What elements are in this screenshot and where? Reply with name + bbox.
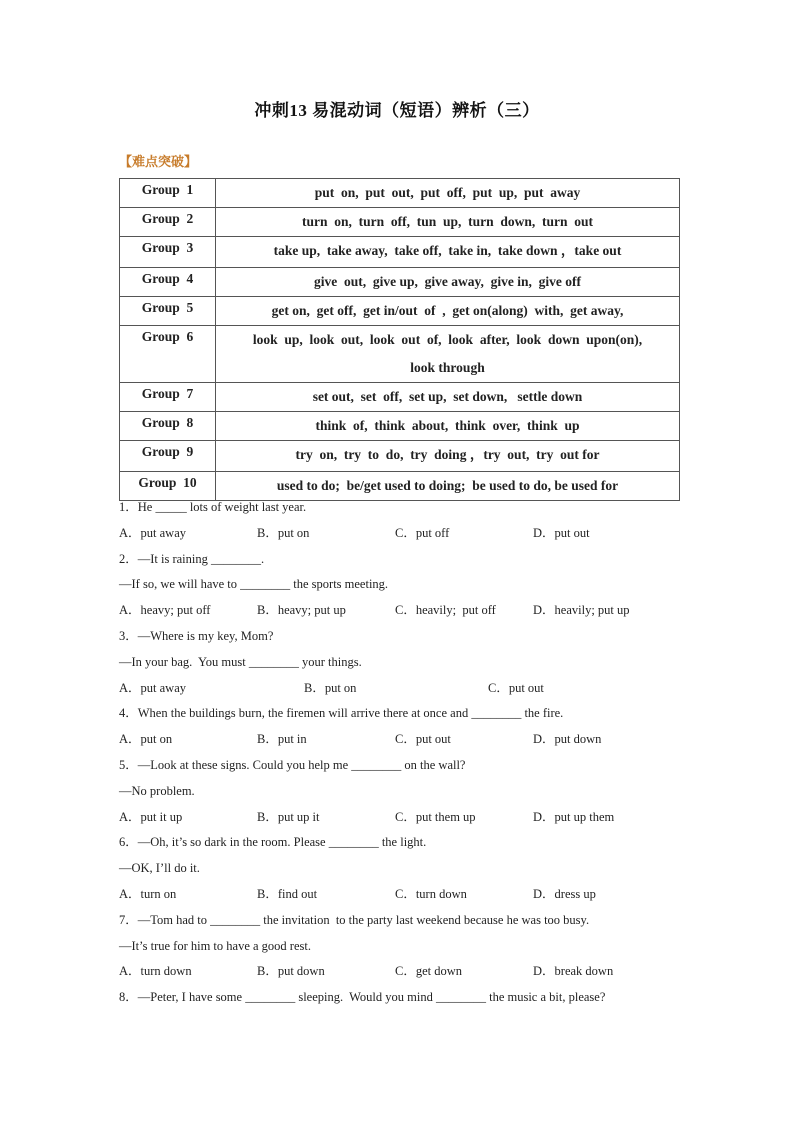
option-b[interactable]: B．put in [257,732,307,747]
group-name: Group 6 [120,326,216,383]
group-phrases-line: take up, take away, take off, take in, take down ，take out [273,243,622,258]
option-c[interactable]: C．put them up [395,809,476,824]
question-text: —If so, we will have to ________ the sports meeting. [119,577,389,592]
option-d[interactable]: D．break down [533,964,614,979]
question [119,830,719,907]
option-b[interactable]: B．put on [257,525,310,540]
option-a[interactable]: A．heavy; put off [119,603,211,618]
option-b[interactable]: B．put up it [257,809,320,824]
question-text: 4．When the buildings burn, the firemen will arrive there at once and ________ the fire. [119,706,564,721]
question-text: —OK, I’ll do it. [119,861,200,876]
question [119,624,719,701]
option-a[interactable]: A．put it up [119,809,183,824]
option-c[interactable]: C．put off [395,525,450,540]
question [119,753,719,830]
option-a[interactable]: A．put away [119,680,186,695]
group-name: Group 5 [120,297,216,326]
group-name: Group 1 [120,179,216,208]
option-d[interactable]: D．dress up [533,886,596,901]
group-phrases-line: give out, give up, give away, give in, give off [314,274,581,289]
question-text: 2．—It is raining ________. [119,551,265,566]
option-d[interactable]: D．put up them [533,809,615,824]
question-text: 1．He _____ lots of weight last year. [119,500,307,514]
group-phrases-line: think of, think about, think over, think up [315,418,580,433]
group-row [120,297,680,326]
phrase-groups-table [119,178,680,501]
question-text: —No problem. [119,783,195,798]
option-a[interactable]: A．turn down [119,964,192,979]
group-phrases [216,208,680,237]
group-phrases-line: get on, get off, get in/out of , get on(along) with, get away, [271,303,624,318]
group-phrases [216,326,680,383]
option-d[interactable]: D．put out [533,525,590,540]
group-row [120,268,680,297]
group-row [120,412,680,441]
option-b[interactable]: B．heavy; put up [257,603,346,618]
question-text: 8．—Peter, I have some ________ sleeping. Would you mind ________ the music a bit, please? [119,990,606,1005]
group-phrases-line: turn on, turn off, tun up, turn down, turn out [301,214,594,229]
group-phrases [216,179,680,208]
group-phrases [216,268,680,297]
group-row [120,208,680,237]
option-c[interactable]: C．turn down [395,886,467,901]
options-row [119,959,719,985]
question [119,985,719,1011]
group-phrases-line: put on, put out, put off, put up, put away [314,185,581,200]
questions-list [119,495,719,1011]
question-text: 7．—Tom had to ________ the invitation to the party last weekend because he was too busy. [119,912,590,927]
group-name: Group 7 [120,383,216,412]
options-row [119,521,719,547]
question-text: —In your bag. You must ________ your things. [119,654,362,669]
option-c[interactable]: C．get down [395,964,463,979]
section-label: 【难点突破】 [119,155,198,170]
question [119,908,719,985]
option-d[interactable]: D．heavily; put up [533,603,630,618]
option-c[interactable]: C．put out [488,680,544,695]
options-row [119,882,719,908]
options-row [119,805,719,831]
page-title: 冲刺13 易混动词（短语）辨析（三） [254,101,540,120]
option-b[interactable]: B．find out [257,886,318,901]
group-name: Group 9 [120,441,216,472]
options-row [119,676,719,702]
group-row [120,383,680,412]
group-phrases [216,412,680,441]
option-a[interactable]: A．put on [119,732,173,747]
group-phrases [216,383,680,412]
group-phrases-line: look up, look out, look out of, look after, look down upon(on), [252,332,643,347]
group-row [120,441,680,472]
group-phrases [216,237,680,268]
group-phrases-line: set out, set off, set up, set down, settle down [312,389,583,404]
question [119,495,719,547]
group-phrases [216,297,680,326]
group-row [120,326,680,383]
option-d[interactable]: D．put down [533,732,602,747]
group-name: Group 3 [120,237,216,268]
question-text: 3．—Where is my key, Mom? [119,628,274,643]
group-row [120,237,680,268]
question-text: —It’s true for him to have a good rest. [119,938,311,953]
question [119,701,719,753]
group-name: Group 4 [120,268,216,297]
group-phrases-line: look through [410,360,485,375]
option-b[interactable]: B．put on [304,680,357,695]
group-phrases-line: try on, try to do, try doing ，try out, try out for [295,447,600,462]
options-row [119,598,719,624]
group-row [120,179,680,208]
option-c[interactable]: C．put out [395,732,451,747]
option-a[interactable]: A．put away [119,525,186,540]
group-phrases-line: used to do; be/get used to doing; be used to do, be used for [276,478,619,493]
option-c[interactable]: C．heavily; put off [395,603,496,618]
option-a[interactable]: A．turn on [119,886,177,901]
question-text: 6．—Oh, it’s so dark in the room. Please ________ the light. [119,835,427,850]
group-name: Group 2 [120,208,216,237]
option-b[interactable]: B．put down [257,964,325,979]
group-phrases [216,441,680,472]
question [119,547,719,624]
question-text: 5．—Look at these signs. Could you help me ________ on the wall? [119,757,466,772]
group-name: Group 8 [120,412,216,441]
options-row [119,727,719,753]
group-name: Group 10 [120,472,216,501]
